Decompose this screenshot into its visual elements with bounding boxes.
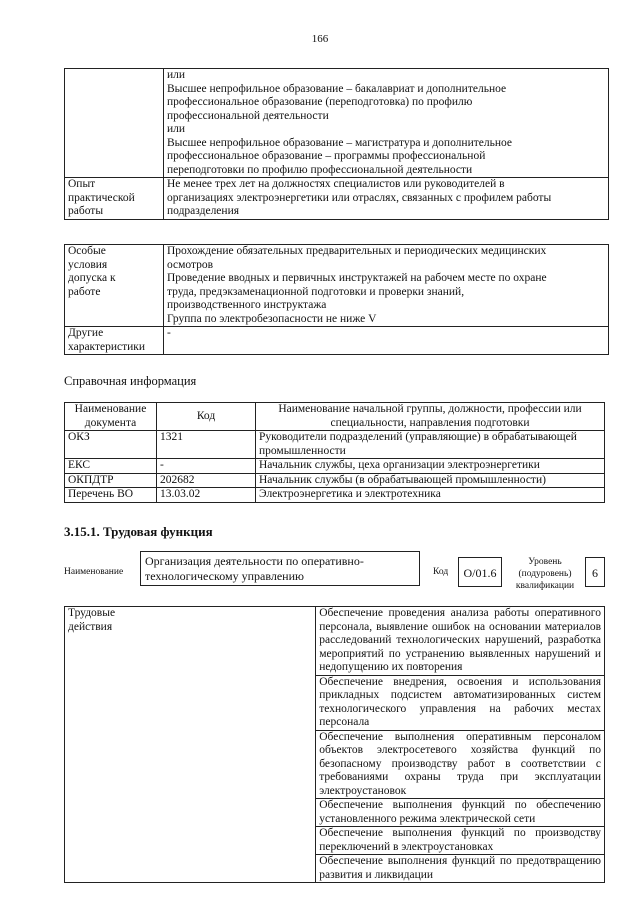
reference-table [64, 402, 605, 503]
table-row [65, 245, 609, 327]
action-item: Обеспечение выполнения функций по предотвращению развития и ликвидации [316, 855, 605, 883]
reference-heading: Справочная информация [64, 374, 197, 388]
text-line: осмотров [167, 258, 214, 271]
code-cell: 202682 [157, 473, 256, 488]
table-row [65, 607, 605, 676]
name-cell: Начальник службы, цеха организации электроэнергетики [256, 459, 605, 474]
action-item: Обеспечение выполнения функций по производству переключений в электроустановках [316, 827, 605, 855]
text-line: Проведение вводных и первичных инструктажей на рабочем месте по охране [167, 272, 547, 284]
code-cell: 1321 [157, 431, 256, 459]
label-line: характеристики [68, 340, 146, 353]
action-item: Обеспечение проведения анализа работы оперативного персонала, выявление ошибок на основании материалов расследований технологических нарушений, разработка мероприятий по устранению выявленных нарушений и недопущению их повторения [316, 607, 605, 676]
action-item: Обеспечение выполнения оперативным персоналом объектов электросетевого хозяйства функций по безопасному производству работ в соответствии с требованиями охраны труда при эксплуатации электроустановок [316, 730, 605, 799]
label-line: Особые [68, 245, 106, 257]
text-line: технологическому управлению [145, 569, 304, 583]
column-header: Наименование документа [65, 403, 157, 431]
label-line: работы [68, 205, 104, 217]
label-line: работе [68, 285, 101, 298]
labor-actions-table [64, 606, 605, 883]
empty-label-cell [65, 69, 164, 178]
doc-cell: Перечень ВО [65, 488, 157, 503]
text-line: Высшее непрофильное образование – магистратура и дополнительное [167, 136, 512, 149]
section-heading: 3.15.1. Трудовая функция [64, 524, 213, 539]
function-level-label [508, 556, 582, 592]
name-cell: Начальник службы (в обрабатывающей промышленности) [256, 473, 605, 488]
table-row [65, 178, 609, 220]
text-line: профессиональное образование (переподготовка) по профилю [167, 96, 473, 108]
text-line: Группа по электробезопасности не ниже V [167, 312, 377, 325]
experience-value [164, 178, 609, 220]
table-row [65, 459, 605, 474]
column-header: Код [157, 403, 256, 431]
label-line: Уровень [528, 557, 562, 567]
page-number: 166 [311, 33, 329, 45]
column-header: Наименование начальной группы, должности, профессии или специальности, направления подготовки [256, 403, 605, 431]
text-line: труда, предэкзаменационной подготовки и проверки знаний, [167, 285, 465, 298]
text-line: подразделения [167, 205, 240, 217]
label-line: допуска к [68, 272, 116, 284]
other-value: - [164, 327, 609, 355]
code-cell: 13.03.02 [157, 488, 256, 503]
text-line: профессиональное образование – программы профессиональной [167, 150, 486, 162]
conditions-label [65, 245, 164, 327]
conditions-table [64, 244, 609, 355]
text-line: или [167, 123, 186, 135]
text-line: переподготовки по профилю профессиональной деятельности [167, 163, 473, 176]
label-line: практической [68, 191, 135, 204]
actions-label [65, 607, 316, 883]
table-header-row [65, 403, 605, 431]
doc-cell: ЕКС [65, 459, 157, 474]
experience-label [65, 178, 164, 220]
table-row [65, 473, 605, 488]
action-item: Обеспечение внедрения, освоения и использования прикладных подсистем автоматизированных систем технологического управления на рабочих местах персонала [316, 675, 605, 730]
text-line: Не менее трех лет на должностях специалистов или руководителей в [167, 178, 505, 190]
education-table [64, 68, 609, 220]
function-name-label: Наименование [64, 567, 124, 577]
name-cell: Руководители подразделений (управляющие) в обрабатывающей промышленности [256, 431, 605, 459]
action-item: Обеспечение выполнения функций по обеспечению установленного режима электрической сети [316, 799, 605, 827]
text-line: производственного инструктажа [167, 299, 327, 311]
doc-cell: ОКПДТР [65, 473, 157, 488]
table-row [65, 327, 609, 355]
table-row [65, 69, 609, 178]
name-cell: Электроэнергетика и электротехника [256, 488, 605, 503]
label-line: Другие [68, 327, 104, 339]
conditions-value [164, 245, 609, 327]
other-label [65, 327, 164, 355]
label-line: Опыт [68, 178, 96, 190]
function-code-box: О/01.6 [458, 557, 502, 587]
doc-cell: ОКЗ [65, 431, 157, 459]
table-row [65, 488, 605, 503]
text-line: Прохождение обязательных предварительных и периодических медицинских [167, 245, 547, 257]
text-line: или [167, 69, 186, 81]
text-line: профессиональной деятельности [167, 109, 329, 122]
text-line: Высшее непрофильное образование – бакалавриат и дополнительное [167, 82, 507, 95]
table-row [65, 431, 605, 459]
education-cell [164, 69, 609, 178]
code-cell: - [157, 459, 256, 474]
label-line: действия [68, 620, 113, 633]
function-name-box [140, 551, 420, 586]
function-level-box: 6 [585, 557, 605, 587]
label-line: (подуровень) [518, 569, 572, 579]
label-line: условия [68, 258, 108, 271]
label-line: квалификации [515, 581, 575, 591]
text-line: Организация деятельности по оперативно- [145, 554, 364, 568]
text-line: организациях электроэнергетики или отраслях, связанных с профилем работы [167, 191, 552, 204]
label-line: Трудовые [68, 607, 116, 619]
function-code-label: Код [433, 567, 449, 577]
